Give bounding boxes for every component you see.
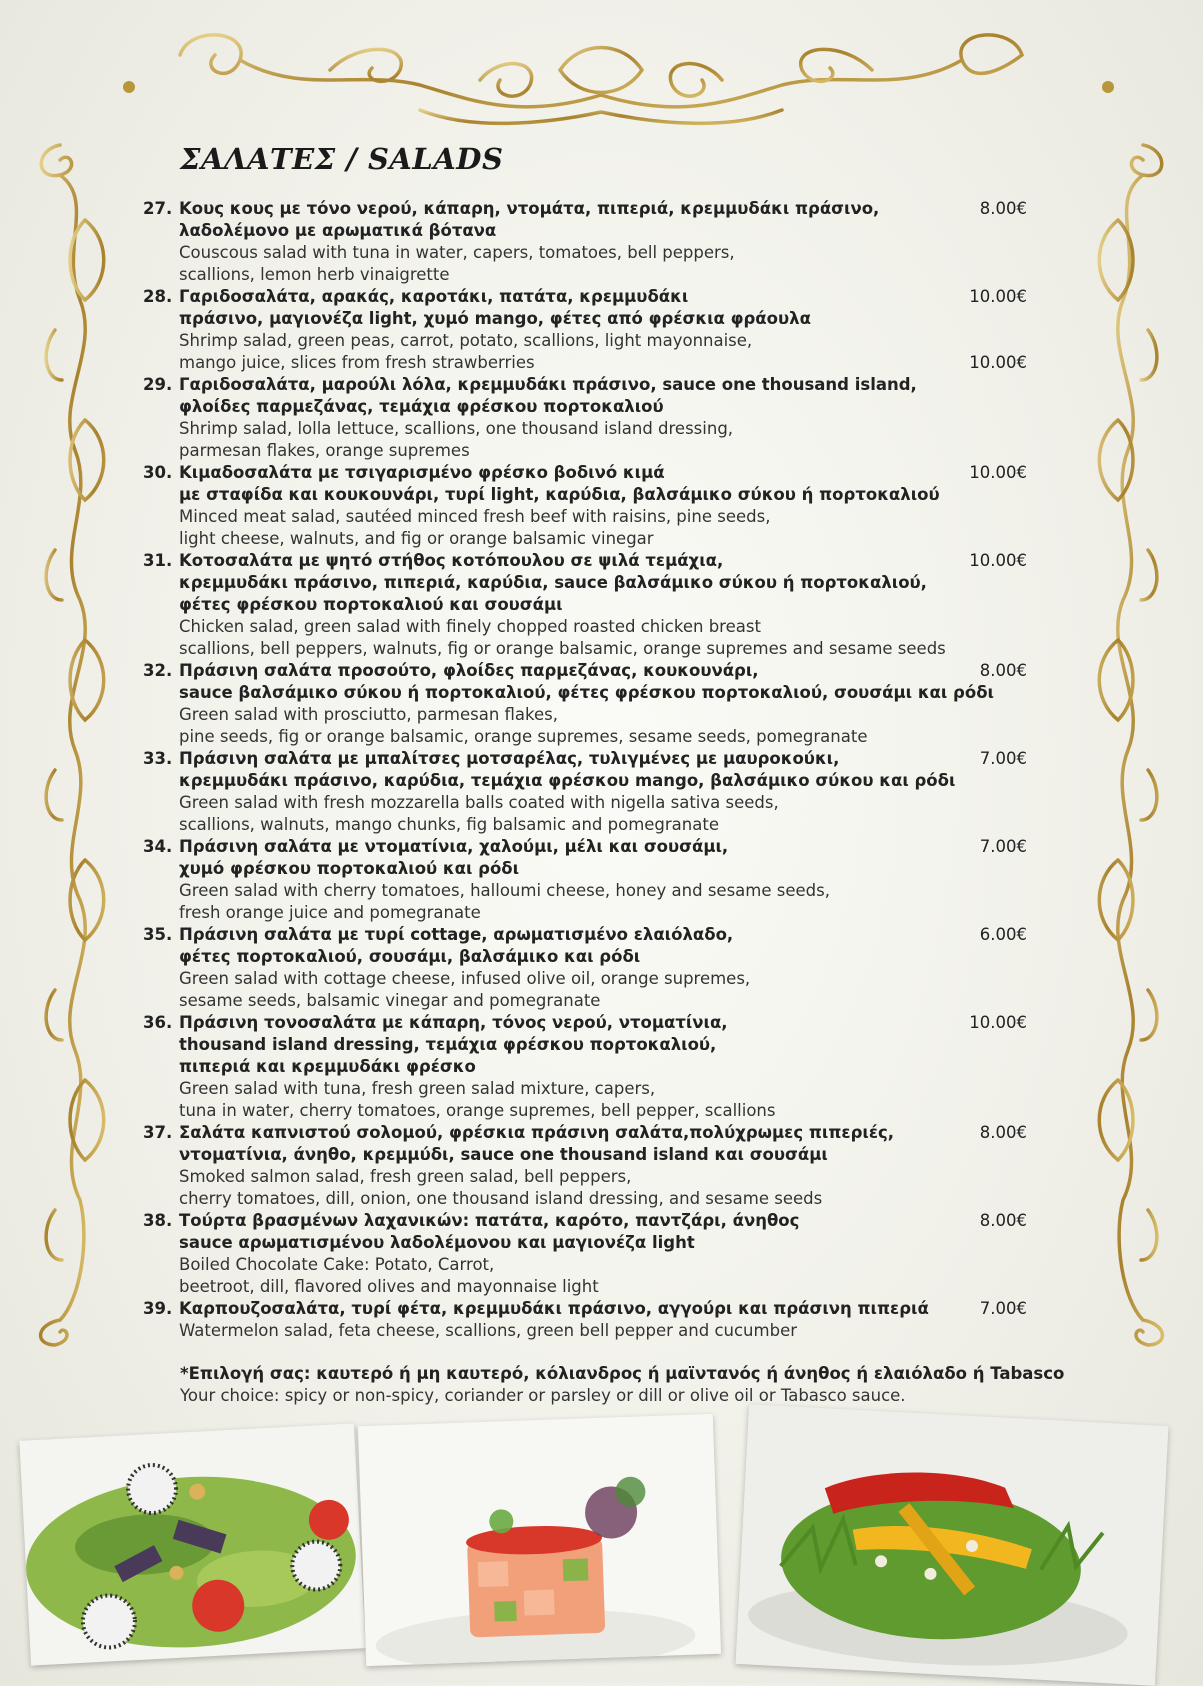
- choice-note-english: Your choice: spicy or non-spicy, coriander or parsley or dill or olive oil or Tabasco sauce.: [180, 1386, 906, 1405]
- menu-item-english-line: Green salad with prosciutto, parmesan flakes,: [179, 705, 558, 724]
- menu-item-greek-line: Κους κους με τόνο νερού, κάπαρη, ντομάτα, πιπεριά, κρεμμυδάκι πράσινο,: [179, 199, 880, 218]
- menu-item-greek-line: Καρπουζοσαλάτα, τυρί φέτα, κρεμμυδάκι πράσινο, αγγούρι και πράσινη πιπεριά: [179, 1299, 929, 1318]
- price-27: 8.00€: [979, 199, 1027, 218]
- menu-item-greek-line: Σαλάτα καπνιστού σολομού, φρέσκια πράσινη σαλάτα,πολύχρωμες πιπεριές,: [179, 1123, 895, 1142]
- menu-item-english-line: mango juice, slices from fresh strawberries: [179, 353, 535, 372]
- menu-item-english-line: tuna in water, cherry tomatoes, orange supremes, bell pepper, scallions: [179, 1101, 776, 1120]
- menu-item-english-line: light cheese, walnuts, and fig or orange balsamic vinegar: [179, 529, 654, 548]
- menu-item-greek-line: Πράσινη τονοσαλάτα με κάπαρη, τόνος νερού, ντοματίνια,: [179, 1013, 728, 1032]
- price-28: 10.00€: [969, 287, 1027, 306]
- menu-item-greek-line: φέτες φρέσκου πορτοκαλιού και σουσάμι: [179, 595, 563, 614]
- price-30: 10.00€: [969, 463, 1027, 482]
- price-39: 7.00€: [979, 1299, 1027, 1318]
- menu-item-greek-line: Γαριδοσαλάτα, αρακάς, καροτάκι, πατάτα, κρεμμυδάκι: [179, 287, 689, 306]
- menu-item-english-line: Shrimp salad, lolla lettuce, scallions, one thousand island dressing,: [179, 419, 734, 438]
- menu-item-greek-line: Πράσινη σαλάτα προσούτο, φλοίδες παρμεζάνας, κουκουνάρι,: [179, 661, 759, 680]
- menu-item-english-line: parmesan flakes, orange supremes: [179, 441, 470, 460]
- price-31: 10.00€: [969, 551, 1027, 570]
- menu-item-number: 32.: [143, 661, 173, 680]
- menu-item-greek-line: ντοματίνια, άνηθο, κρεμμύδι, sauce one thousand island και σουσάμι: [179, 1145, 828, 1164]
- menu-item-number: 28.: [143, 287, 173, 306]
- menu-item-english-line: Green salad with tuna, fresh green salad mixture, capers,: [179, 1079, 656, 1098]
- menu-item-number: 31.: [143, 551, 173, 570]
- page-title: ΣΑΛΑΤΕΣ / SALADS: [180, 142, 504, 176]
- menu-item-number: 38.: [143, 1211, 173, 1230]
- menu-item-greek-line: thousand island dressing, τεμάχια φρέσκου πορτοκαλιού,: [179, 1035, 717, 1054]
- price-36: 10.00€: [969, 1013, 1027, 1032]
- menu-item-english-line: Boiled Chocolate Cake: Potato, Carrot,: [179, 1255, 495, 1274]
- menu-item-greek-line: Κιμαδοσαλάτα με τσιγαρισμένο φρέσκο βοδινό κιμά: [179, 463, 665, 482]
- menu-item-english-line: Chicken salad, green salad with finely chopped roasted chicken breast: [179, 617, 761, 636]
- menu-item-english-line: scallions, walnuts, mango chunks, fig balsamic and pomegranate: [179, 815, 719, 834]
- menu-item-greek-line: Πράσινη σαλάτα με ντοματίνια, χαλούμι, μέλι και σουσάμι,: [179, 837, 729, 856]
- salmon-tartare-photo: [358, 1414, 721, 1666]
- price-33: 7.00€: [979, 749, 1027, 768]
- menu-item-greek-line: Κοτοσαλάτα με ψητό στήθος κοτόπουλου σε ψιλά τεμάχια,: [179, 551, 724, 570]
- price-32: 8.00€: [979, 661, 1027, 680]
- menu-item-english-line: Green salad with cherry tomatoes, halloumi cheese, honey and sesame seeds,: [179, 881, 830, 900]
- price-35: 6.00€: [979, 925, 1027, 944]
- menu-item-number: 27.: [143, 199, 173, 218]
- menu-item-greek-line: κρεμμυδάκι πράσινο, καρύδια, τεμάχια φρέσκου mango, βαλσάμικο σύκου και ρόδι: [179, 771, 956, 790]
- choice-note-greek: *Επιλογή σας: καυτερό ή μη καυτερό, κόλιανδρος ή μαϊντανός ή άνηθος ή ελαιόλαδο ή Tabasco: [180, 1364, 1065, 1383]
- menu-item-english-line: sesame seeds, balsamic vinegar and pomegranate: [179, 991, 601, 1010]
- pepper-arugula-salad-photo: [735, 1404, 1168, 1686]
- menu-item-english-line: Green salad with fresh mozzarella balls coated with nigella sativa seeds,: [179, 793, 779, 812]
- menu-item-english-line: pine seeds, fig or orange balsamic, orange supremes, sesame seeds, pomegranate: [179, 727, 868, 746]
- price-38: 8.00€: [979, 1211, 1027, 1230]
- choice-note: [180, 1363, 1064, 1407]
- menu-item-english-line: Green salad with cottage cheese, infused olive oil, orange supremes,: [179, 969, 751, 988]
- menu-item-number: 30.: [143, 463, 173, 482]
- menu-item-english-line: fresh orange juice and pomegranate: [179, 903, 481, 922]
- menu-item-number: 29.: [143, 375, 173, 394]
- menu-item-greek-line: πιπεριά και κρεμμυδάκι φρέσκο: [179, 1057, 476, 1076]
- menu-item-english-line: scallions, bell peppers, walnuts, fig or orange balsamic, orange supremes and sesame seeds: [179, 639, 946, 658]
- menu-item-english-line: Minced meat salad, sautéed minced fresh beef with raisins, pine seeds,: [179, 507, 771, 526]
- menu-item-number: 34.: [143, 837, 173, 856]
- menu-item-number: 33.: [143, 749, 173, 768]
- menu-item-english-line: Shrimp salad, green peas, carrot, potato, scallions, light mayonnaise,: [179, 331, 753, 350]
- menu-item-greek-line: χυμό φρέσκου πορτοκαλιού και ρόδι: [179, 859, 520, 878]
- menu-item-greek-line: πράσινο, μαγιονέζα light, χυμό mango, φέτες από φρέσκια φράουλα: [179, 309, 811, 328]
- menu-item-english-line: beetroot, dill, flavored olives and mayonnaise light: [179, 1277, 599, 1296]
- menu-item-english-line: cherry tomatoes, dill, onion, one thousand island dressing, and sesame seeds: [179, 1189, 823, 1208]
- menu-item-english-line: Watermelon salad, feta cheese, scallions, green bell pepper and cucumber: [179, 1321, 798, 1340]
- mozzarella-salad-photo: [19, 1423, 365, 1665]
- menu-item-greek-line: λαδολέμονο με αρωματικά βότανα: [179, 221, 497, 240]
- menu-item-greek-line: φέτες πορτοκαλιού, σουσάμι, βαλσάμικο και ρόδι: [179, 947, 641, 966]
- menu-item-number: 35.: [143, 925, 173, 944]
- menu-item-greek-line: Πράσινη σαλάτα με μπαλίτσες μοτσαρέλας, τυλιγμένες με μαυροκούκι,: [179, 749, 840, 768]
- menu-item-english-line: Couscous salad with tuna in water, capers, tomatoes, bell peppers,: [179, 243, 735, 262]
- menu-item-greek-line: με σταφίδα και κουκουνάρι, τυρί light, καρύδια, βαλσάμικο σύκου ή πορτοκαλιού: [179, 485, 940, 504]
- menu-item-english-line: Smoked salmon salad, fresh green salad, bell peppers,: [179, 1167, 632, 1186]
- menu-item-number: 37.: [143, 1123, 173, 1142]
- menu-item-greek-line: φλοίδες παρμεζάνας, τεμάχια φρέσκου πορτοκαλιού: [179, 397, 664, 416]
- menu-item-greek-line: Πράσινη σαλάτα με τυρί cottage, αρωματισμένο ελαιόλαδο,: [179, 925, 734, 944]
- menu-item-greek-line: Τούρτα βρασμένων λαχανικών: πατάτα, καρότο, παντζάρι, άνηθος: [179, 1211, 800, 1230]
- menu-item-number: 36.: [143, 1013, 173, 1032]
- menu-item-number: 39.: [143, 1299, 173, 1318]
- menu-item-greek-line: sauce αρωματισμένου λαδολέμονου και μαγιονέζα light: [179, 1233, 695, 1252]
- menu-item-greek-line: sauce βαλσάμικο σύκου ή πορτοκαλιού, φέτες φρέσκου πορτοκαλιού, σουσάμι και ρόδι: [179, 683, 994, 702]
- menu-item-english-line: scallions, lemon herb vinaigrette: [179, 265, 450, 284]
- menu-item-greek-line: κρεμμυδάκι πράσινο, πιπεριά, καρύδια, sauce βαλσάμικο σύκου ή πορτοκαλιού,: [179, 573, 927, 592]
- price-34: 7.00€: [979, 837, 1027, 856]
- price-37: 8.00€: [979, 1123, 1027, 1142]
- price-28-secondary: 10.00€: [969, 353, 1027, 372]
- menu-item-greek-line: Γαριδοσαλάτα, μαρούλι λόλα, κρεμμυδάκι πράσινο, sauce one thousand island,: [179, 375, 917, 394]
